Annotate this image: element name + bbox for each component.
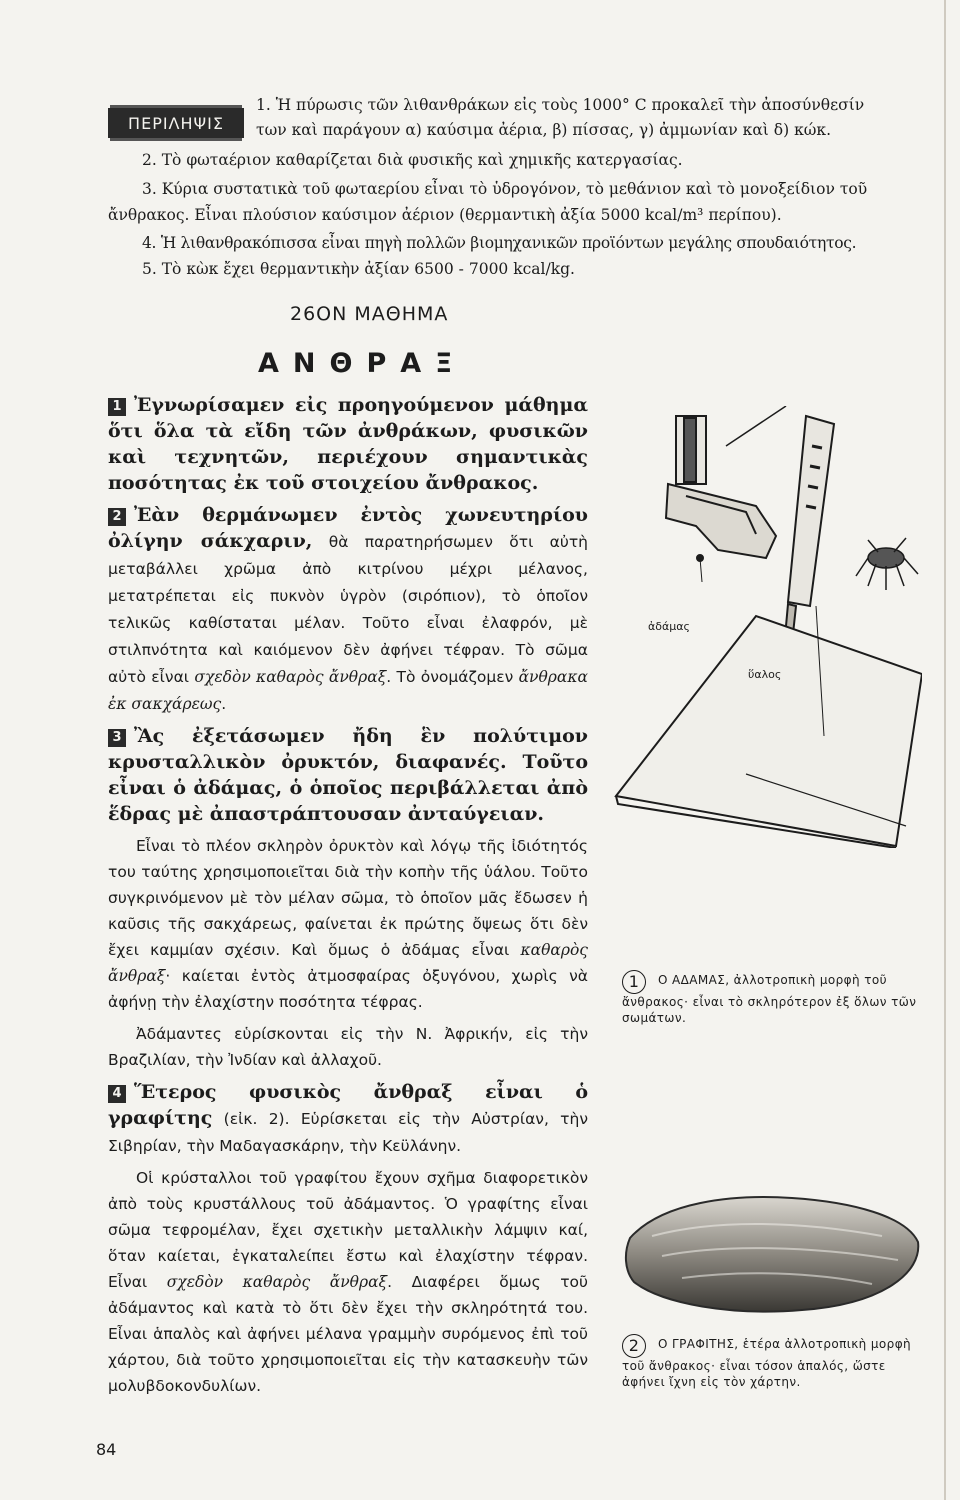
paragraph-1 <box>108 392 588 496</box>
paragraph-number-2: 2 <box>108 508 126 526</box>
paragraph-number-3: 3 <box>108 729 126 747</box>
summary-line-3: 2. Τὸ φωταέριον καθαρίζεται διὰ φυσικῆς καὶ χημικῆς κατεργασίας. <box>142 151 683 169</box>
lesson-title: ΑΝΘΡΑΞ <box>258 348 467 379</box>
label-glass: ὕαλος <box>748 668 782 681</box>
paragraph-4-after: (εἰκ. 2). Εὑρίσκεται εἰς τὴν Αὐστρίαν, τὴν Σιβηρίαν, τὴν Μαδαγασκάρην, τὴν Κεϋλάνην. <box>108 1110 588 1155</box>
paragraph-4b <box>108 1165 588 1399</box>
paragraph-4b-italic: σχεδὸν καθαρὸς ἄνθραξ <box>166 1273 388 1291</box>
cutter-upper-illustration <box>666 406 786 582</box>
paragraph-3 <box>108 723 588 827</box>
glass-pane-illustration <box>616 606 922 848</box>
figure-2-number: 2 <box>622 1334 646 1358</box>
figure-1-caption-text: Ο ΑΔΑΜΑΣ, ἀλλοτροπικὴ μορφὴ τοῦ ἄνθρακος· εἶναι τὸ σκληρότερον ἐξ ὅλων τῶν σωμάτων. <box>622 973 917 1025</box>
figure-graphite-rock <box>622 1180 922 1320</box>
paragraph-2-body: θὰ παρατηρήσωμεν ὅτι αὐτὴ μεταβάλλει χρῶμα ἀπὸ κιτρίνου μέχρι μέλανος, μετατρέπεται εἰς πυκνὸν ὑγρὸν (σιρόπιον), τὸ ὁποῖον τελικῶς καθίσταται μέλαν. Τοῦτο εἶναι ἐλαφρόν, μὲ στιλπνότητα καὶ καιόμενον δὲν ἀφήνει τέφραν. Τὸ σῶμα αὐτὸ εἶναι <box>108 533 588 686</box>
summary-line-4: 3. Κύρια συστατικὰ τοῦ φωταερίου εἶναι τὸ ὑδρογόνον, τὸ μεθάνιον καὶ τὸ μονοξείδιον τοῦ <box>142 180 868 198</box>
paragraph-3b-italic: καθαρὸς ἄνθραξ <box>108 941 588 985</box>
diamond-cluster-illustration <box>856 538 918 590</box>
paragraph-2-end: . <box>221 695 227 713</box>
label-diamond: ἀδάμας <box>648 620 690 633</box>
figure-1-caption <box>622 970 932 1026</box>
paragraph-3c <box>108 1021 588 1073</box>
paragraph-2-italic-1: σχεδὸν καθαρὸς ἄνθραξ <box>194 668 387 686</box>
paragraph-4b-start: Οἱ κρύσταλλοι τοῦ γραφίτου ἔχουν σχῆμα διαφορετικὸν ἀπὸ τοὺς κρυστάλλους τοῦ ἀδάμαντος. Ὁ γραφίτης εἶναι σῶμα τεφρομέλαν, ἔχει σχετικὴν μεταλλικὴν λάμψιν καί, ὅταν καίεται, ἐγκαταλείπει ἔστω καὶ ἐλαχίστην τέφραν. Εἶναι <box>108 1169 588 1291</box>
summary-badge: ΠΕΡΙΛΗΨΙΣ <box>108 108 244 138</box>
paragraph-4-lead: Ἕτερος φυσικὸς ἄνθραξ εἶναι ὁ γραφίτης <box>108 1081 588 1129</box>
paragraph-1-text: Ἐγνωρίσαμεν εἰς προηγούμενον μάθημα ὅτι ὅλα τὰ εἴδη τῶν ἀνθράκων, φυσικῶν καὶ τεχνητῶν, περιέχουν σημαντικὰς ποσότητας ἐκ τοῦ στοιχείου ἄνθρακος. <box>108 394 588 494</box>
paragraph-3b <box>108 833 588 1015</box>
summary-line-6: 4. Ἡ λιθανθρακόπισσα εἶναι πηγὴ πολλῶν βιομηχανικῶν προϊόντων μεγάλης σπουδαιότητος. <box>142 234 857 252</box>
body-column <box>108 392 588 1405</box>
figure-2-caption <box>622 1334 932 1390</box>
figure-1-number: 1 <box>622 970 646 994</box>
summary-line-5: ἄνθρακος. Εἶναι πλούσιον καύσιμον ἀέριον (θερμαντικὴ ἀξία 5000 kcal/m³ περίπου). <box>108 206 782 224</box>
paragraph-3-text: Ἂς ἐξετάσωμεν ἤδη ἓν πολύτιμον κρυσταλλικὸν ὀρυκτόν, διαφανές. Τοῦτο εἶναι ὁ ἀδάμας, ὁ ὁποῖος περιβάλλεται ἀπὸ ἕδρας μὲ ἀπαστράπτουσαν ἀνταύγειαν. <box>108 725 588 825</box>
paragraph-2-lead: Ἐὰν θερμάνωμεν ἐντὸς χωνευτηρίου ὀλίγην σάκχαριν, <box>108 504 588 552</box>
paragraph-number-1: 1 <box>108 398 126 416</box>
paragraph-3c-text: Ἀδάμαντες εὑρίσκονται εἰς τὴν Ν. Ἀφρικήν, εἰς τὴν Βραζιλίαν, τὴν Ἰνδίαν καὶ ἀλλαχοῦ. <box>108 1025 588 1069</box>
summary-line-2: των καὶ παράγουν α) καύσιμα ἀέρια, β) πίσσας, γ) ἀμμωνίαν καὶ δ) κώκ. <box>256 121 832 139</box>
figure-diamond-cutter <box>606 406 922 848</box>
paragraph-2-italic-2: ἄνθρακα ἐκ σακχάρεως <box>108 668 588 713</box>
paragraph-2 <box>108 502 588 717</box>
paragraph-2-mid: . Τὸ ὀνομάζομεν <box>386 668 519 686</box>
page-edge-rule <box>944 0 946 1500</box>
paragraph-3b-end: · καίεται ἐντὸς ἀτμοσφαίρας ὀξυγόνου, χωρὶς νὰ ἀφήνῃ τὴν ἐλαχίστην ποσότητα τέφρας. <box>108 967 588 1011</box>
summary-line-1: 1. Ἡ πύρωσις τῶν λιθανθράκων εἰς τοὺς 1000° C προκαλεῖ τὴν ἀποσύνθεσίν <box>256 96 865 114</box>
paragraph-4 <box>108 1079 588 1159</box>
paragraph-3b-start: Εἶναι τὸ πλέον σκληρὸν ὀρυκτὸν καὶ λόγῳ τῆς ἰδιότητός του ταύτης χρησιμοποιεῖται διὰ τὴν κοπὴν τῆς ὑάλου. Τοῦτο συγκρινόμενον μὲ τὸν μέλαν σῶμα, τὸ ὁποῖον μᾶς ἔδωσεν ἡ καῦσις τῆς σακχάρεως, φαίνεται ἐκ πρώτης ὄψεως ὅτι δὲν ἔχει καμμίαν σχέσιν. Καὶ ὅμως ὁ ἀδάμας εἶναι <box>108 837 588 959</box>
summary-line-7: 5. Τὸ κὼκ ἔχει θερμαντικὴν ἀξίαν 6500 - 7000 kcal/kg. <box>142 260 575 278</box>
paragraph-4b-end: . Διαφέρει ὅμως τοῦ ἀδάμαντος καὶ κατὰ τὸ ὅτι δὲν ἔχει τὴν σκληρότητά του. Εἶναι ἁπαλὸς καὶ ἀφήνει μέλανα γραμμὴν συρόμενος ἐπὶ τοῦ χάρτου, διὰ τοῦτο χρησιμοποιεῖται εἰς τὴν κατασκευὴν τῶν μολυβδοκονδυλίων. <box>108 1273 589 1395</box>
page-number: 84 <box>96 1440 117 1459</box>
paragraph-number-4: 4 <box>108 1085 126 1103</box>
figure-2-caption-text: Ο ΓΡΑΦΙΤΗΣ, ἑτέρα ἀλλοτροπικὴ μορφὴ τοῦ ἄνθρακος· εἶναι τόσον ἁπαλός, ὥστε ἀφήνει ἴχνη εἰς τὸν χάρτην. <box>622 1337 912 1389</box>
lesson-number: 26ΟΝ ΜΑΘΗΜΑ <box>290 303 449 325</box>
